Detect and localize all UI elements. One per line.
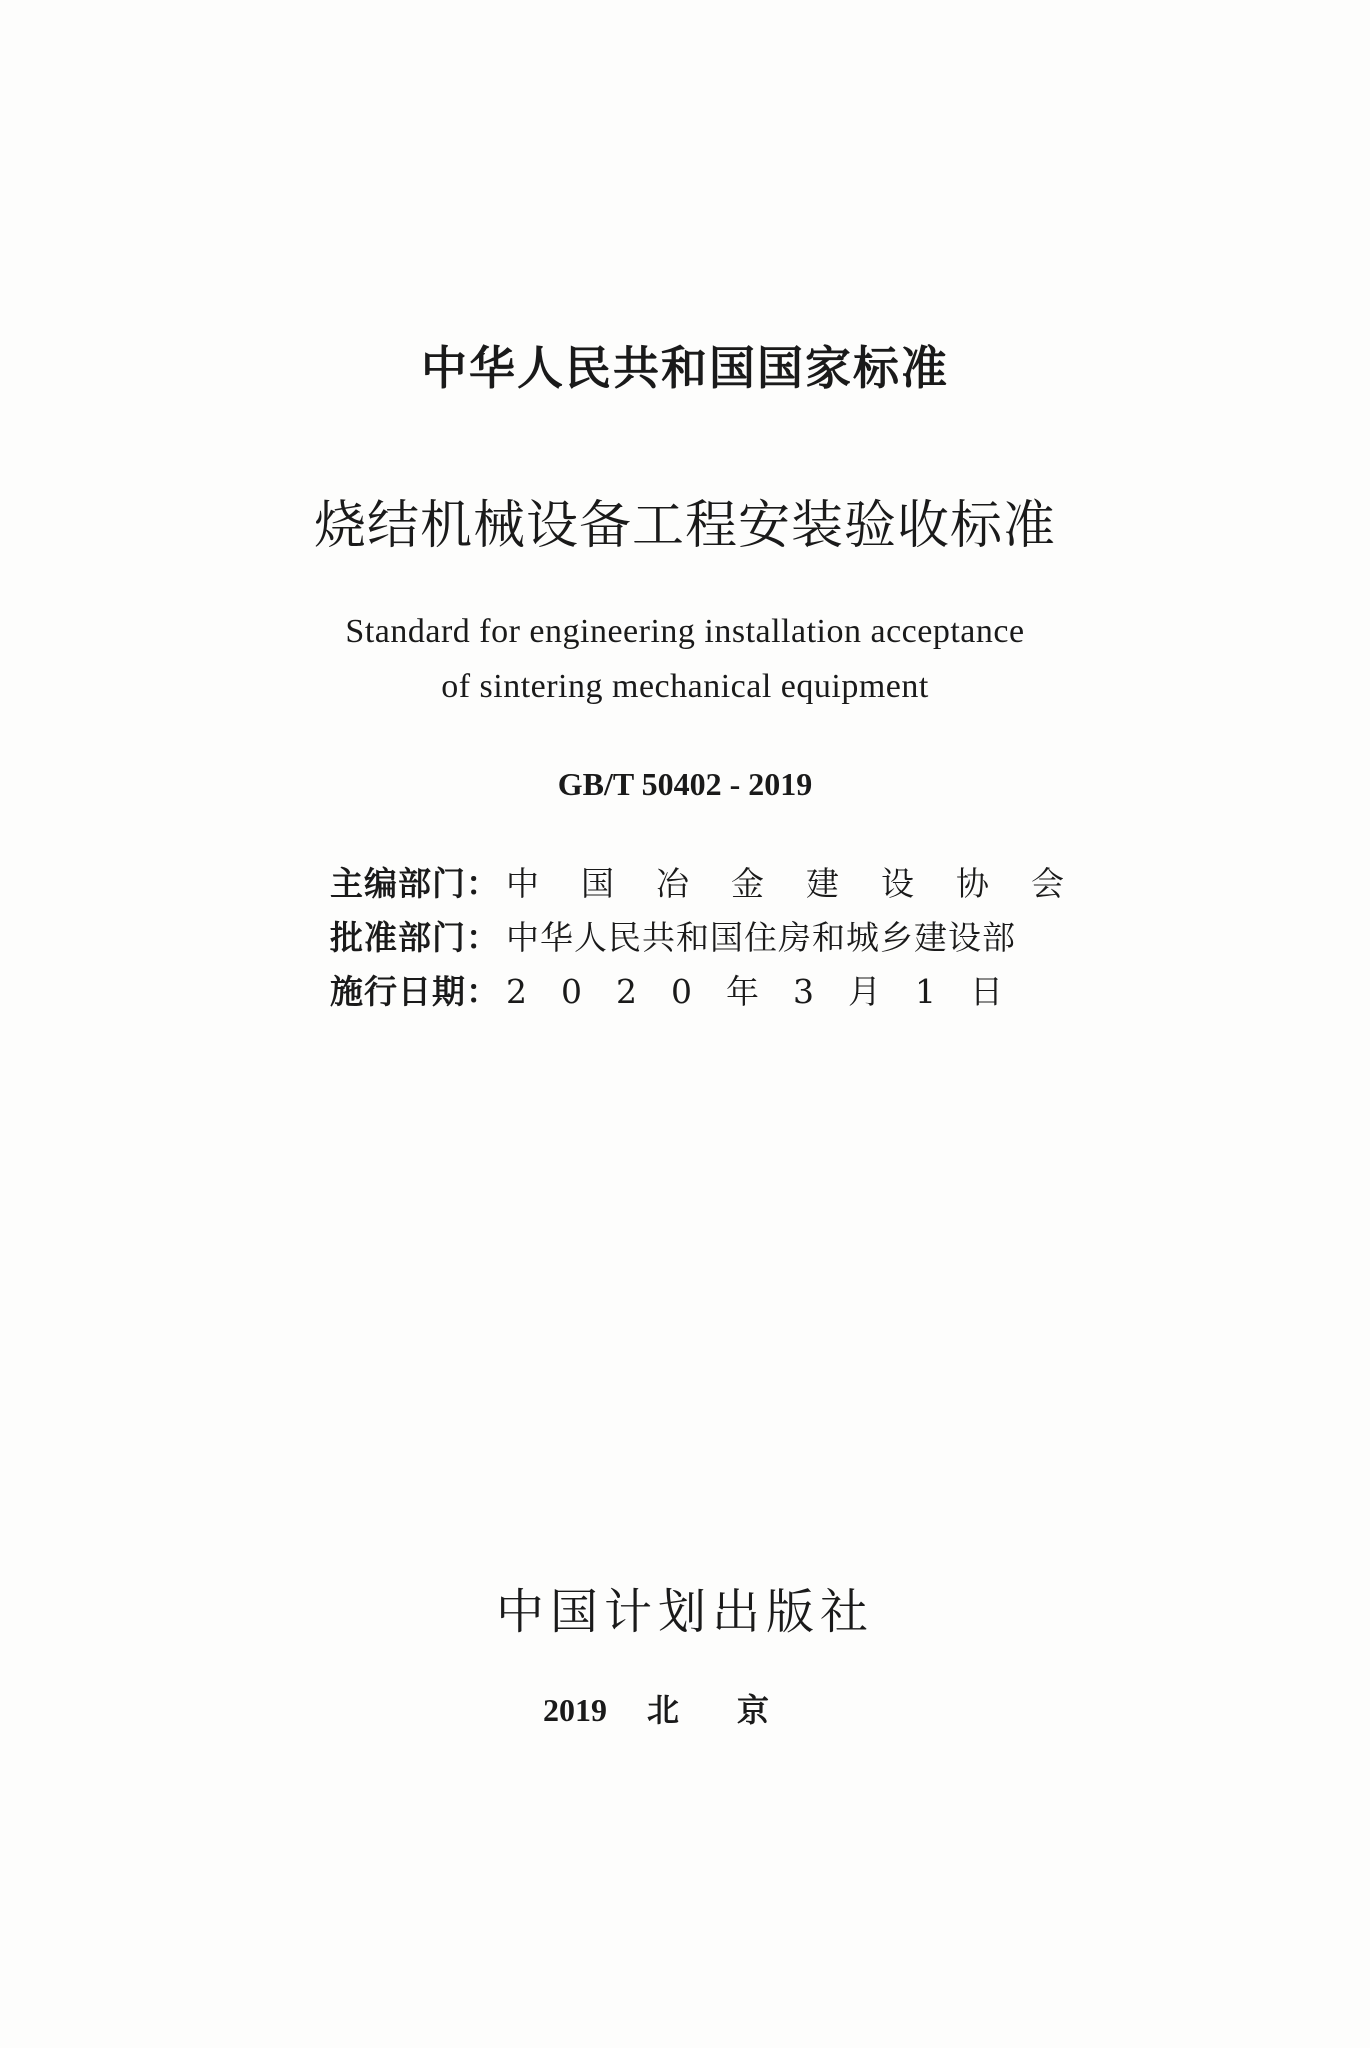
document-title-english-line-2: of sintering mechanical equipment	[441, 668, 929, 705]
publication-year: 2019	[542, 1692, 607, 1728]
editor-value: 中国冶金建设协会	[506, 864, 1106, 903]
approver-label: 批准部门：	[330, 918, 500, 957]
approver-value: 中华人民共和国住房和城乡建设部	[506, 918, 1016, 957]
editor-label: 主编部门：	[330, 864, 500, 903]
publisher-name: 中国计划出版社	[495, 1584, 874, 1640]
document-title-chinese: 烧结机械设备工程安装验收标准	[313, 496, 1056, 556]
publication-line	[0, 1688, 1370, 1732]
document-title-english-line-1: Standard for engineering installation acceptance	[345, 613, 1025, 650]
publication-city: 北京	[646, 1692, 827, 1728]
standard-code: GB/T 50402 - 2019	[557, 766, 813, 802]
effective-date-value: 2020年3月1日	[506, 972, 1037, 1011]
national-standard-heading: 中华人民共和国国家标准	[421, 341, 949, 395]
effective-date-label: 施行日期：	[330, 972, 500, 1011]
